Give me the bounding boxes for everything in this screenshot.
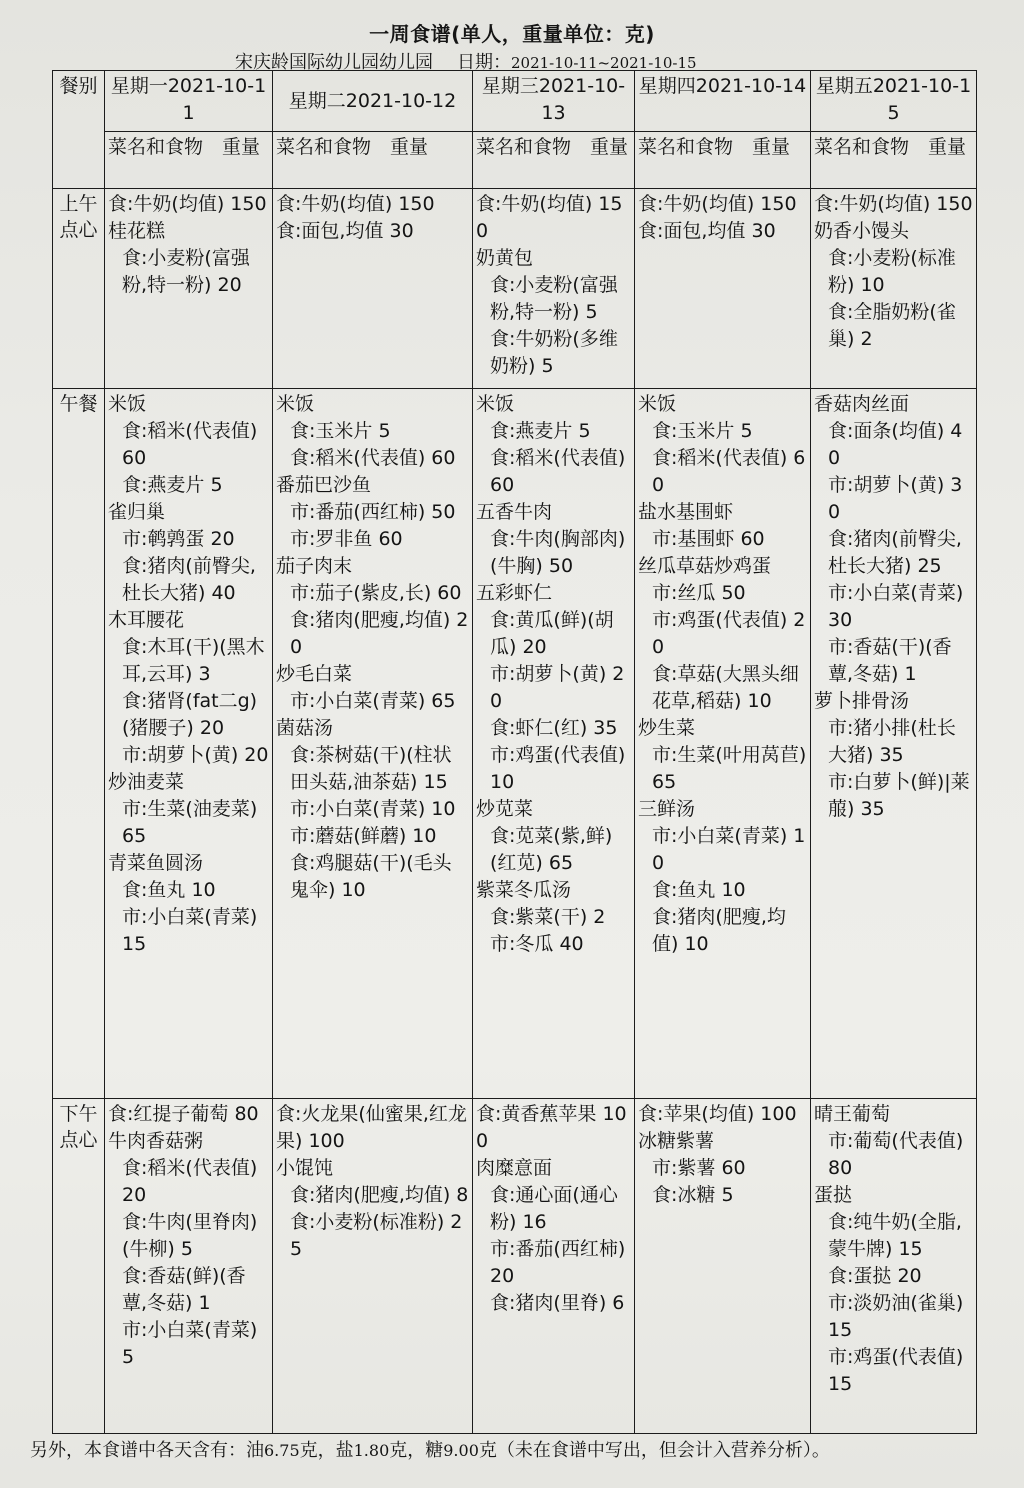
ingredient-line: 市:小白菜(青菜) 10: [652, 825, 806, 874]
ingredient-line: 市:番茄(西红柿) 50: [290, 501, 456, 523]
footnote-suffix: 克（未在食谱中写出，但会计入营养分析）。: [478, 1440, 830, 1461]
ingredient-line: 市:胡萝卜(黄) 20: [490, 663, 625, 712]
dish-line: 炒毛白菜: [276, 663, 353, 685]
column-header: 菜名和食物 重量: [811, 132, 977, 189]
ingredient-line: 食:蛋挞 20: [828, 1265, 922, 1287]
meal-row: [53, 389, 977, 1099]
dish-line: 紫菜冬瓜汤: [476, 879, 572, 901]
dish-line: 食:牛奶(均值) 150: [276, 193, 435, 215]
ingredient-line: 市:基围虾 60: [652, 528, 765, 550]
ingredient-line: 食:苋菜(紫,鲜)(红苋) 65: [490, 825, 613, 874]
ingredient-line: 食:鸡腿菇(干)(毛头鬼伞) 10: [290, 852, 452, 901]
dish-line: 食:牛奶(均值) 150: [814, 193, 973, 215]
ingredient-line: 食:稻米(代表值) 20: [122, 1157, 258, 1206]
ingredient-line: 市:丝瓜 50: [652, 582, 746, 604]
dish-line: 奶黄包: [476, 247, 534, 269]
menu-cell-mon: [105, 189, 273, 389]
ingredient-line: 食:稻米(代表值) 60: [652, 447, 806, 496]
dish-line: 肉糜意面: [476, 1157, 553, 1179]
ingredient-line: 食:草菇(大黑头细花草,稻菇) 10: [652, 663, 799, 712]
ingredient-line: 食:猪肉(前臀尖,杜长大猪) 40: [122, 555, 256, 604]
column-header: 菜名和食物 重量: [273, 132, 473, 189]
day-header-row: [53, 71, 977, 132]
ingredient-line: 食:牛肉(胸部肉)(牛胸) 50: [490, 528, 626, 577]
meal-type-header: 餐别: [53, 71, 105, 189]
ingredient-line: 市:茄子(紫皮,长) 60: [290, 582, 462, 604]
ingredient-line: 市:小白菜(青菜) 30: [828, 582, 964, 631]
dish-line: 米饭: [476, 393, 515, 415]
ingredient-line: 市:鸡蛋(代表值) 10: [490, 744, 626, 793]
ingredient-line: 市:鹌鹑蛋 20: [122, 528, 235, 550]
ingredient-line: 食:鱼丸 10: [652, 879, 746, 901]
menu-cell-thu: [635, 189, 811, 389]
dish-line: 木耳腰花: [108, 609, 185, 631]
dish-line: 食:面包,均值 30: [638, 220, 776, 242]
ingredient-line: 食:牛奶粉(多维奶粉) 5: [490, 328, 618, 377]
ingredient-line: 食:小麦粉(富强粉,特一粉) 20: [122, 247, 250, 296]
ingredient-line: 市:小白菜(青菜) 15: [122, 906, 258, 955]
ingredient-line: 市:鸡蛋(代表值) 20: [652, 609, 806, 658]
ingredient-line: 食:纯牛奶(全脂,蒙牛牌) 15: [828, 1211, 962, 1260]
ingredient-line: 市:番茄(西红柿) 20: [490, 1238, 626, 1287]
dish-line: 盐水基围虾: [638, 501, 734, 523]
dish-line: 菌菇汤: [276, 717, 334, 739]
dish-line: 晴王葡萄: [814, 1103, 891, 1125]
dish-line: 蛋挞: [814, 1184, 853, 1206]
ingredient-line: 食:稻米(代表值) 60: [122, 420, 258, 469]
dish-line: 丝瓜草菇炒鸡蛋: [638, 555, 772, 577]
ingredient-line: 食:燕麦片 5: [122, 474, 223, 496]
ingredient-line: 市:小白菜(青菜) 5: [122, 1319, 258, 1368]
day-header-fri: 星期五2021-10-15: [811, 71, 977, 132]
ingredient-line: 市:生菜(油麦菜) 65: [122, 798, 258, 847]
ingredient-line: 市:小白菜(青菜) 65: [290, 690, 456, 712]
ingredient-line: 市:白萝卜(鲜)|莱菔) 35: [828, 771, 970, 820]
menu-cell-fri: [811, 189, 977, 389]
ingredient-line: 市:冬瓜 40: [490, 933, 584, 955]
dish-line: 雀归巢: [108, 501, 166, 523]
dish-line: 炒苋菜: [476, 798, 534, 820]
ingredient-line: 食:牛肉(里脊肉)(牛柳) 5: [122, 1211, 258, 1260]
menu-cell-wed: [473, 389, 635, 1099]
dish-line: 奶香小馒头: [814, 220, 910, 242]
day-header-wed: 星期三2021-10-13: [473, 71, 635, 132]
menu-cell-tue: [273, 1099, 473, 1434]
menu-cell-tue: [273, 189, 473, 389]
meal-name-line: 午餐: [59, 393, 98, 415]
ingredient-line: 食:猪肉(肥瘦,均值) 8: [290, 1184, 469, 1206]
ingredient-line: 食:小麦粉(标准粉) 10: [828, 247, 956, 296]
date-label: 日期：: [457, 52, 511, 73]
menu-cell-mon: [105, 389, 273, 1099]
weekly-menu-table: [52, 70, 977, 1434]
ingredient-line: 市:香菇(干)(香蕈,冬菇) 1: [828, 636, 952, 685]
ingredient-line: 市:淡奶油(雀巢) 15: [828, 1292, 964, 1341]
dish-line: 牛肉香菇粥: [108, 1130, 204, 1152]
day-header-tue: 星期二2021-10-12: [273, 71, 473, 132]
ingredient-line: 市:胡萝卜(黄) 20: [122, 744, 269, 766]
dish-line: 小馄饨: [276, 1157, 334, 1179]
ingredient-line: 食:猪肉(肥瘦,均值) 20: [290, 609, 469, 658]
ingredient-line: 食:茶树菇(干)(柱状田头菇,油茶菇) 15: [290, 744, 452, 793]
meal-name-line: 上午: [59, 193, 98, 215]
dish-line: 冰糖紫薯: [638, 1130, 715, 1152]
ingredient-line: 市:鸡蛋(代表值) 15: [828, 1346, 964, 1395]
column-header-row: [53, 132, 977, 189]
sugar-amount: 9.00: [443, 1441, 479, 1460]
ingredient-line: 食:紫菜(干) 2: [490, 906, 606, 928]
meal-name: [53, 1099, 105, 1434]
ingredient-line: 食:猪肉(前臀尖,杜长大猪) 25: [828, 528, 962, 577]
day-header-thu: 星期四2021-10-14: [635, 71, 811, 132]
menu-cell-thu: [635, 389, 811, 1099]
sugar-label: 克，糖: [389, 1440, 444, 1461]
ingredient-line: 市:紫薯 60: [652, 1157, 746, 1179]
dish-line: 三鲜汤: [638, 798, 696, 820]
ingredient-line: 食:香菇(鲜)(香蕈,冬菇) 1: [122, 1265, 246, 1314]
dish-line: 食:火龙果(仙蜜果,红龙果) 100: [276, 1103, 467, 1152]
salt-amount: 1.80: [353, 1441, 390, 1460]
dish-line: 桂花糕: [108, 220, 166, 242]
ingredient-line: 食:木耳(干)(黑木耳,云耳) 3: [122, 636, 265, 685]
footnote-prefix: 另外，本食谱中各天含有：油: [30, 1440, 264, 1461]
dish-line: 萝卜排骨汤: [814, 690, 910, 712]
ingredient-line: 食:冰糖 5: [652, 1184, 734, 1206]
dish-line: 食:牛奶(均值) 150: [476, 193, 623, 242]
meal-row: [53, 189, 977, 389]
dish-line: 香菇肉丝面: [814, 393, 910, 415]
column-header: 菜名和食物 重量: [473, 132, 635, 189]
ingredient-line: 市:猪小排(杜长大猪) 35: [828, 717, 956, 766]
dish-line: 番茄巴沙鱼: [276, 474, 372, 496]
dish-line: 炒生菜: [638, 717, 696, 739]
ingredient-line: 食:猪肉(肥瘦,均值) 10: [652, 906, 786, 955]
ingredient-line: 食:猪肉(里脊) 6: [490, 1292, 625, 1314]
dish-line: 米饭: [108, 393, 147, 415]
ingredient-line: 食:虾仁(红) 35: [490, 717, 618, 739]
ingredient-line: 食:稻米(代表值) 60: [290, 447, 456, 469]
column-header: 菜名和食物 重量: [635, 132, 811, 189]
menu-cell-mon: [105, 1099, 273, 1434]
ingredient-line: 市:小白菜(青菜) 10: [290, 798, 456, 820]
ingredient-line: 食:小麦粉(富强粉,特一粉) 5: [490, 274, 618, 323]
meal-name: [53, 189, 105, 389]
dish-line: 食:牛奶(均值) 150: [638, 193, 797, 215]
meal-row: [53, 1099, 977, 1434]
ingredient-line: 食:稻米(代表值) 60: [490, 447, 626, 496]
ingredient-line: 市:生菜(叶用莴苣) 65: [652, 744, 807, 793]
menu-cell-fri: [811, 1099, 977, 1434]
ingredient-line: 食:面条(均值) 40: [828, 420, 963, 469]
ingredient-line: 食:通心面(通心粉) 16: [490, 1184, 618, 1233]
menu-cell-tue: [273, 389, 473, 1099]
dish-line: 食:面包,均值 30: [276, 220, 414, 242]
dish-line: 炒油麦菜: [108, 771, 185, 793]
dish-line: 五彩虾仁: [476, 582, 553, 604]
menu-cell-fri: [811, 389, 977, 1099]
ingredient-line: 食:玉米片 5: [652, 420, 753, 442]
ingredient-line: 食:猪肾(fat二g)(猪腰子) 20: [122, 690, 258, 739]
dish-line: 茄子肉末: [276, 555, 353, 577]
ingredient-line: 市:胡萝卜(黄) 30: [828, 474, 963, 523]
ingredient-line: 食:全脂奶粉(雀巢) 2: [828, 301, 956, 350]
ingredient-line: 食:黄瓜(鲜)(胡瓜) 20: [490, 609, 614, 658]
ingredient-line: 食:燕麦片 5: [490, 420, 591, 442]
ingredient-line: 食:小麦粉(标准粉) 25: [290, 1211, 463, 1260]
ingredient-line: 市:葡萄(代表值) 80: [828, 1130, 964, 1179]
dish-line: 食:牛奶(均值) 150: [108, 193, 267, 215]
nutrition-footnote: [30, 1436, 830, 1462]
meal-name-line: 点心: [59, 219, 98, 241]
meal-name-line: 下午: [59, 1103, 98, 1125]
dish-line: 五香牛肉: [476, 501, 553, 523]
dish-line: 食:苹果(均值) 100: [638, 1103, 797, 1125]
page-title: 一周食谱(单人，重量单位：克): [369, 22, 655, 46]
column-header: 菜名和食物 重量: [105, 132, 273, 189]
oil-amount: 6.75: [264, 1441, 300, 1460]
dish-line: 食:红提子葡萄 80: [108, 1103, 259, 1125]
menu-cell-wed: [473, 189, 635, 389]
meal-name-line: 点心: [59, 1129, 98, 1151]
ingredient-line: 市:蘑菇(鲜蘑) 10: [290, 825, 437, 847]
dish-line: 米饭: [276, 393, 315, 415]
menu-cell-wed: [473, 1099, 635, 1434]
menu-body: [53, 189, 977, 1434]
date-range: 2021-10-11~2021-10-15: [511, 54, 697, 72]
ingredient-line: 食:鱼丸 10: [122, 879, 216, 901]
menu-cell-thu: [635, 1099, 811, 1434]
school-name: 宋庆龄国际幼儿园幼儿园: [235, 52, 433, 73]
ingredient-line: 食:玉米片 5: [290, 420, 391, 442]
salt-label: 克，盐: [299, 1440, 354, 1461]
ingredient-line: 市:罗非鱼 60: [290, 528, 403, 550]
dish-line: 青菜鱼圆汤: [108, 852, 204, 874]
day-header-mon: 星期一2021-10-11: [105, 71, 273, 132]
meal-name: [53, 389, 105, 1099]
dish-line: 米饭: [638, 393, 677, 415]
dish-line: 食:黄香蕉苹果 100: [476, 1103, 627, 1152]
